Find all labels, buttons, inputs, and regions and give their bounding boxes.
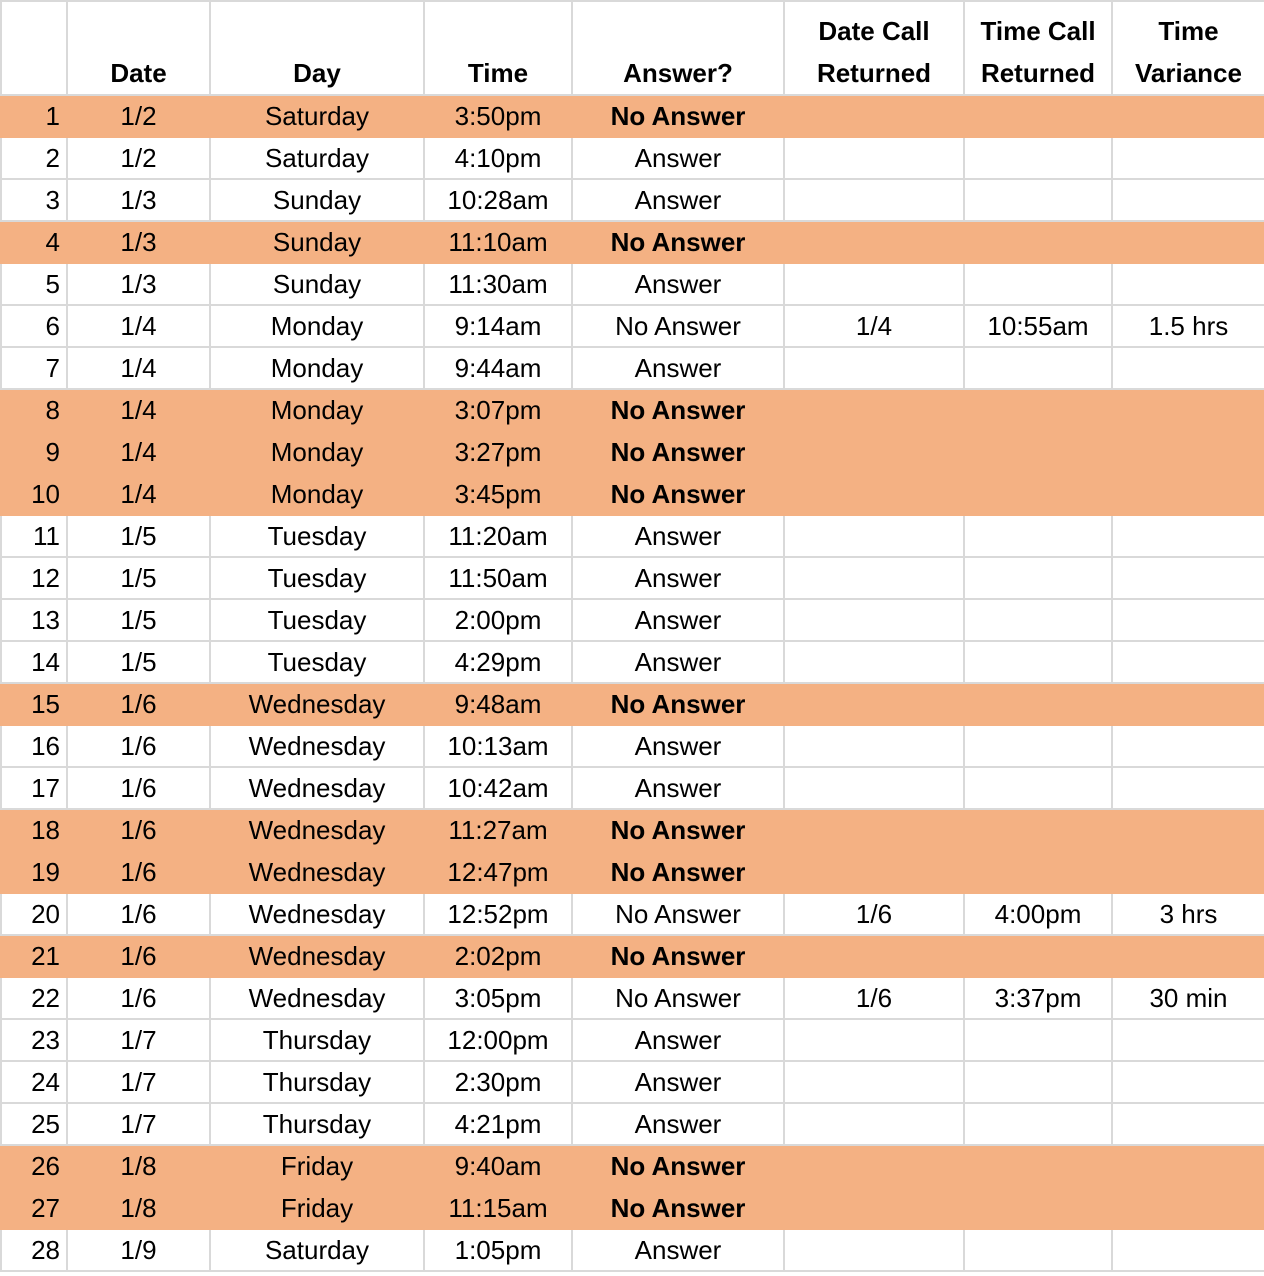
cell-time-call-returned[interactable] bbox=[964, 725, 1112, 767]
cell-day[interactable]: Thursday bbox=[210, 1019, 424, 1061]
cell-day[interactable]: Monday bbox=[210, 473, 424, 515]
cell-time-call-returned[interactable] bbox=[964, 935, 1112, 977]
cell-row-number[interactable]: 21 bbox=[1, 935, 67, 977]
cell-answer[interactable]: Answer bbox=[572, 179, 784, 221]
cell-time[interactable]: 1:05pm bbox=[424, 1229, 572, 1271]
cell-day[interactable]: Monday bbox=[210, 305, 424, 347]
cell-time-call-returned[interactable] bbox=[964, 137, 1112, 179]
cell-row-number[interactable]: 18 bbox=[1, 809, 67, 851]
cell-date-call-returned[interactable]: 1/6 bbox=[784, 977, 964, 1019]
cell-answer[interactable]: No Answer bbox=[572, 431, 784, 473]
cell-row-number[interactable]: 28 bbox=[1, 1229, 67, 1271]
cell-answer[interactable]: No Answer bbox=[572, 389, 784, 431]
cell-time[interactable]: 9:48am bbox=[424, 683, 572, 725]
cell-date-call-returned[interactable] bbox=[784, 473, 964, 515]
cell-date-call-returned[interactable] bbox=[784, 1061, 964, 1103]
cell-day[interactable]: Wednesday bbox=[210, 767, 424, 809]
cell-time[interactable]: 3:45pm bbox=[424, 473, 572, 515]
cell-time[interactable]: 11:30am bbox=[424, 263, 572, 305]
cell-date[interactable]: 1/4 bbox=[67, 389, 210, 431]
cell-answer[interactable]: No Answer bbox=[572, 1187, 784, 1229]
table-row bbox=[1, 221, 1264, 263]
cell-date-call-returned[interactable] bbox=[784, 263, 964, 305]
cell-time-variance[interactable] bbox=[1112, 1229, 1264, 1271]
cell-row-number[interactable]: 26 bbox=[1, 1145, 67, 1187]
cell-date[interactable]: 1/5 bbox=[67, 557, 210, 599]
cell-answer[interactable]: Answer bbox=[572, 557, 784, 599]
cell-answer[interactable]: Answer bbox=[572, 137, 784, 179]
cell-time-call-returned[interactable]: 10:55am bbox=[964, 305, 1112, 347]
cell-time-variance[interactable] bbox=[1112, 137, 1264, 179]
cell-answer[interactable]: No Answer bbox=[572, 473, 784, 515]
cell-row-number[interactable]: 25 bbox=[1, 1103, 67, 1145]
cell-time-variance[interactable] bbox=[1112, 515, 1264, 557]
cell-time[interactable]: 10:13am bbox=[424, 725, 572, 767]
cell-answer[interactable]: No Answer bbox=[572, 809, 784, 851]
cell-answer[interactable]: No Answer bbox=[572, 1145, 784, 1187]
cell-time-variance[interactable] bbox=[1112, 683, 1264, 725]
cell-time-call-returned[interactable]: 4:00pm bbox=[964, 893, 1112, 935]
cell-time-call-returned[interactable] bbox=[964, 179, 1112, 221]
cell-time-variance[interactable] bbox=[1112, 473, 1264, 515]
cell-time-variance[interactable] bbox=[1112, 1145, 1264, 1187]
cell-time[interactable]: 3:07pm bbox=[424, 389, 572, 431]
cell-date-call-returned[interactable]: 1/4 bbox=[784, 305, 964, 347]
cell-day[interactable]: Wednesday bbox=[210, 683, 424, 725]
table-row bbox=[1, 683, 1264, 725]
cell-time-call-returned[interactable] bbox=[964, 1103, 1112, 1145]
table-row bbox=[1, 431, 1264, 473]
table-row bbox=[1, 599, 1264, 641]
cell-date[interactable]: 1/8 bbox=[67, 1187, 210, 1229]
cell-day[interactable]: Tuesday bbox=[210, 641, 424, 683]
table-row bbox=[1, 1061, 1264, 1103]
cell-day[interactable]: Saturday bbox=[210, 137, 424, 179]
cell-row-number[interactable]: 6 bbox=[1, 305, 67, 347]
cell-time[interactable]: 9:14am bbox=[424, 305, 572, 347]
cell-time[interactable]: 9:40am bbox=[424, 1145, 572, 1187]
cell-time-variance[interactable] bbox=[1112, 1187, 1264, 1229]
cell-answer[interactable]: Answer bbox=[572, 1103, 784, 1145]
cell-time-variance[interactable] bbox=[1112, 557, 1264, 599]
cell-row-number[interactable]: 27 bbox=[1, 1187, 67, 1229]
cell-time[interactable]: 4:10pm bbox=[424, 137, 572, 179]
table-row bbox=[1, 95, 1264, 137]
cell-time-call-returned[interactable] bbox=[964, 95, 1112, 137]
cell-date-call-returned[interactable] bbox=[784, 137, 964, 179]
cell-time[interactable]: 11:20am bbox=[424, 515, 572, 557]
cell-day[interactable]: Monday bbox=[210, 431, 424, 473]
table-row bbox=[1, 641, 1264, 683]
cell-time[interactable]: 3:05pm bbox=[424, 977, 572, 1019]
cell-day[interactable]: Wednesday bbox=[210, 809, 424, 851]
cell-time-call-returned[interactable] bbox=[964, 1145, 1112, 1187]
cell-time-variance[interactable] bbox=[1112, 767, 1264, 809]
cell-date[interactable]: 1/6 bbox=[67, 767, 210, 809]
table-row bbox=[1, 347, 1264, 389]
cell-time-variance[interactable] bbox=[1112, 641, 1264, 683]
table-row bbox=[1, 137, 1264, 179]
cell-date-call-returned[interactable] bbox=[784, 1103, 964, 1145]
cell-time-call-returned[interactable] bbox=[964, 557, 1112, 599]
cell-row-number[interactable]: 20 bbox=[1, 893, 67, 935]
cell-answer[interactable]: No Answer bbox=[572, 305, 784, 347]
cell-answer[interactable]: No Answer bbox=[572, 683, 784, 725]
table-header bbox=[1, 1, 1264, 95]
cell-time-call-returned[interactable] bbox=[964, 1019, 1112, 1061]
cell-time-call-returned[interactable] bbox=[964, 221, 1112, 263]
cell-day[interactable]: Saturday bbox=[210, 95, 424, 137]
cell-row-number[interactable]: 1 bbox=[1, 95, 67, 137]
cell-row-number[interactable]: 4 bbox=[1, 221, 67, 263]
cell-row-number[interactable]: 7 bbox=[1, 347, 67, 389]
cell-answer[interactable]: No Answer bbox=[572, 221, 784, 263]
table-row bbox=[1, 935, 1264, 977]
cell-date[interactable]: 1/4 bbox=[67, 305, 210, 347]
cell-day[interactable]: Sunday bbox=[210, 263, 424, 305]
header-time-call-returned[interactable]: Time Call Returned bbox=[964, 1, 1112, 95]
cell-date-call-returned[interactable] bbox=[784, 347, 964, 389]
cell-time-variance[interactable]: 3 hrs bbox=[1112, 893, 1264, 935]
cell-answer[interactable]: Answer bbox=[572, 767, 784, 809]
cell-date[interactable]: 1/9 bbox=[67, 1229, 210, 1271]
cell-time[interactable]: 11:50am bbox=[424, 557, 572, 599]
header-row bbox=[1, 1, 1264, 95]
cell-row-number[interactable]: 2 bbox=[1, 137, 67, 179]
cell-date-call-returned[interactable] bbox=[784, 1145, 964, 1187]
cell-day[interactable]: Friday bbox=[210, 1187, 424, 1229]
header-time-variance[interactable]: Time Variance bbox=[1112, 1, 1264, 95]
cell-answer[interactable]: No Answer bbox=[572, 851, 784, 893]
cell-answer[interactable]: Answer bbox=[572, 1019, 784, 1061]
table-row bbox=[1, 473, 1264, 515]
cell-row-number[interactable]: 22 bbox=[1, 977, 67, 1019]
cell-day[interactable]: Wednesday bbox=[210, 725, 424, 767]
cell-answer[interactable]: Answer bbox=[572, 515, 784, 557]
cell-date-call-returned[interactable] bbox=[784, 221, 964, 263]
cell-answer[interactable]: Answer bbox=[572, 641, 784, 683]
cell-date[interactable]: 1/6 bbox=[67, 725, 210, 767]
cell-time-call-returned[interactable] bbox=[964, 641, 1112, 683]
cell-date-call-returned[interactable] bbox=[784, 179, 964, 221]
cell-row-number[interactable]: 5 bbox=[1, 263, 67, 305]
cell-day[interactable]: Monday bbox=[210, 389, 424, 431]
cell-day[interactable]: Monday bbox=[210, 347, 424, 389]
cell-time[interactable]: 12:52pm bbox=[424, 893, 572, 935]
table-row bbox=[1, 809, 1264, 851]
cell-time-variance[interactable] bbox=[1112, 809, 1264, 851]
cell-time[interactable]: 9:44am bbox=[424, 347, 572, 389]
cell-time[interactable]: 11:27am bbox=[424, 809, 572, 851]
cell-time[interactable]: 2:30pm bbox=[424, 1061, 572, 1103]
header-date[interactable]: Date bbox=[67, 1, 210, 95]
cell-day[interactable]: Sunday bbox=[210, 221, 424, 263]
cell-time-call-returned[interactable] bbox=[964, 431, 1112, 473]
cell-day[interactable]: Wednesday bbox=[210, 935, 424, 977]
table-row bbox=[1, 851, 1264, 893]
cell-date[interactable]: 1/3 bbox=[67, 179, 210, 221]
table-row bbox=[1, 893, 1264, 935]
cell-date[interactable]: 1/6 bbox=[67, 935, 210, 977]
cell-time[interactable]: 12:47pm bbox=[424, 851, 572, 893]
cell-time-variance[interactable] bbox=[1112, 263, 1264, 305]
cell-date-call-returned[interactable] bbox=[784, 389, 964, 431]
table-row bbox=[1, 557, 1264, 599]
header-answer[interactable]: Answer? bbox=[572, 1, 784, 95]
cell-day[interactable]: Thursday bbox=[210, 1103, 424, 1145]
cell-answer[interactable]: Answer bbox=[572, 347, 784, 389]
cell-date[interactable]: 1/7 bbox=[67, 1061, 210, 1103]
table-row bbox=[1, 179, 1264, 221]
cell-time-call-returned[interactable] bbox=[964, 1187, 1112, 1229]
cell-time-variance[interactable] bbox=[1112, 599, 1264, 641]
cell-date[interactable]: 1/7 bbox=[67, 1103, 210, 1145]
cell-time-variance[interactable] bbox=[1112, 179, 1264, 221]
table-row bbox=[1, 1187, 1264, 1229]
cell-day[interactable]: Thursday bbox=[210, 1061, 424, 1103]
cell-time-variance[interactable] bbox=[1112, 347, 1264, 389]
header-day[interactable]: Day bbox=[210, 1, 424, 95]
cell-date[interactable]: 1/3 bbox=[67, 263, 210, 305]
cell-date[interactable]: 1/2 bbox=[67, 137, 210, 179]
cell-time-call-returned[interactable] bbox=[964, 1061, 1112, 1103]
cell-time-call-returned[interactable] bbox=[964, 683, 1112, 725]
table-row bbox=[1, 1145, 1264, 1187]
cell-day[interactable]: Tuesday bbox=[210, 515, 424, 557]
header-date-call-returned[interactable]: Date Call Returned bbox=[784, 1, 964, 95]
cell-answer[interactable]: Answer bbox=[572, 263, 784, 305]
cell-date[interactable]: 1/2 bbox=[67, 95, 210, 137]
cell-date-call-returned[interactable] bbox=[784, 431, 964, 473]
cell-time-variance[interactable] bbox=[1112, 851, 1264, 893]
cell-date[interactable]: 1/8 bbox=[67, 1145, 210, 1187]
cell-date[interactable]: 1/6 bbox=[67, 809, 210, 851]
table-row bbox=[1, 515, 1264, 557]
cell-time-variance[interactable] bbox=[1112, 935, 1264, 977]
cell-day[interactable]: Wednesday bbox=[210, 977, 424, 1019]
cell-date-call-returned[interactable] bbox=[784, 515, 964, 557]
cell-row-number[interactable]: 8 bbox=[1, 389, 67, 431]
cell-answer[interactable]: Answer bbox=[572, 725, 784, 767]
cell-time[interactable]: 10:42am bbox=[424, 767, 572, 809]
cell-date-call-returned[interactable] bbox=[784, 599, 964, 641]
table-row bbox=[1, 725, 1264, 767]
cell-date[interactable]: 1/6 bbox=[67, 851, 210, 893]
cell-time[interactable]: 10:28am bbox=[424, 179, 572, 221]
cell-time-call-returned[interactable]: 3:37pm bbox=[964, 977, 1112, 1019]
cell-day[interactable]: Tuesday bbox=[210, 557, 424, 599]
cell-day[interactable]: Wednesday bbox=[210, 851, 424, 893]
table-row bbox=[1, 263, 1264, 305]
cell-date-call-returned[interactable] bbox=[784, 809, 964, 851]
cell-time-call-returned[interactable] bbox=[964, 473, 1112, 515]
cell-row-number[interactable]: 11 bbox=[1, 515, 67, 557]
cell-date[interactable]: 1/5 bbox=[67, 515, 210, 557]
cell-time-call-returned[interactable] bbox=[964, 851, 1112, 893]
cell-time-variance[interactable] bbox=[1112, 95, 1264, 137]
cell-day[interactable]: Wednesday bbox=[210, 893, 424, 935]
cell-time-call-returned[interactable] bbox=[964, 767, 1112, 809]
cell-answer[interactable]: No Answer bbox=[572, 935, 784, 977]
cell-row-number[interactable]: 9 bbox=[1, 431, 67, 473]
cell-date[interactable]: 1/4 bbox=[67, 347, 210, 389]
cell-time-variance[interactable] bbox=[1112, 1103, 1264, 1145]
cell-time-call-returned[interactable] bbox=[964, 389, 1112, 431]
cell-time-variance[interactable] bbox=[1112, 221, 1264, 263]
cell-time-call-returned[interactable] bbox=[964, 347, 1112, 389]
cell-date[interactable]: 1/5 bbox=[67, 599, 210, 641]
cell-time[interactable]: 11:15am bbox=[424, 1187, 572, 1229]
table-row bbox=[1, 1019, 1264, 1061]
cell-date-call-returned[interactable]: 1/6 bbox=[784, 893, 964, 935]
cell-day[interactable]: Friday bbox=[210, 1145, 424, 1187]
cell-date-call-returned[interactable] bbox=[784, 851, 964, 893]
cell-answer[interactable]: No Answer bbox=[572, 95, 784, 137]
cell-time[interactable]: 3:50pm bbox=[424, 95, 572, 137]
cell-time-variance[interactable] bbox=[1112, 1061, 1264, 1103]
cell-date[interactable]: 1/7 bbox=[67, 1019, 210, 1061]
cell-time-variance[interactable] bbox=[1112, 431, 1264, 473]
cell-date[interactable]: 1/6 bbox=[67, 683, 210, 725]
header-time[interactable]: Time bbox=[424, 1, 572, 95]
cell-date[interactable]: 1/6 bbox=[67, 893, 210, 935]
cell-date[interactable]: 1/3 bbox=[67, 221, 210, 263]
cell-date-call-returned[interactable] bbox=[784, 1229, 964, 1271]
cell-date[interactable]: 1/4 bbox=[67, 473, 210, 515]
table-row bbox=[1, 977, 1264, 1019]
cell-date-call-returned[interactable] bbox=[784, 725, 964, 767]
cell-time[interactable]: 2:00pm bbox=[424, 599, 572, 641]
cell-day[interactable]: Sunday bbox=[210, 179, 424, 221]
table-body bbox=[1, 95, 1264, 1271]
table-row bbox=[1, 1229, 1264, 1271]
cell-row-number[interactable]: 14 bbox=[1, 641, 67, 683]
cell-time[interactable]: 4:21pm bbox=[424, 1103, 572, 1145]
cell-date-call-returned[interactable] bbox=[784, 683, 964, 725]
table-row bbox=[1, 767, 1264, 809]
cell-date-call-returned[interactable] bbox=[784, 557, 964, 599]
cell-row-number[interactable]: 24 bbox=[1, 1061, 67, 1103]
cell-answer[interactable]: No Answer bbox=[572, 893, 784, 935]
table-row bbox=[1, 389, 1264, 431]
cell-row-number[interactable]: 19 bbox=[1, 851, 67, 893]
cell-time[interactable]: 2:02pm bbox=[424, 935, 572, 977]
cell-row-number[interactable]: 16 bbox=[1, 725, 67, 767]
cell-time[interactable]: 4:29pm bbox=[424, 641, 572, 683]
cell-answer[interactable]: Answer bbox=[572, 599, 784, 641]
cell-date[interactable]: 1/4 bbox=[67, 431, 210, 473]
cell-time-variance[interactable] bbox=[1112, 389, 1264, 431]
cell-day[interactable]: Saturday bbox=[210, 1229, 424, 1271]
cell-time-variance[interactable] bbox=[1112, 725, 1264, 767]
cell-answer[interactable]: No Answer bbox=[572, 977, 784, 1019]
cell-date-call-returned[interactable] bbox=[784, 1019, 964, 1061]
header-row-number[interactable] bbox=[1, 1, 67, 95]
cell-date[interactable]: 1/6 bbox=[67, 977, 210, 1019]
cell-row-number[interactable]: 12 bbox=[1, 557, 67, 599]
table-row bbox=[1, 305, 1264, 347]
cell-row-number[interactable]: 3 bbox=[1, 179, 67, 221]
cell-time[interactable]: 3:27pm bbox=[424, 431, 572, 473]
cell-row-number[interactable]: 23 bbox=[1, 1019, 67, 1061]
cell-time-variance[interactable] bbox=[1112, 1019, 1264, 1061]
cell-answer[interactable]: Answer bbox=[572, 1229, 784, 1271]
cell-time[interactable]: 12:00pm bbox=[424, 1019, 572, 1061]
cell-date-call-returned[interactable] bbox=[784, 767, 964, 809]
cell-day[interactable]: Tuesday bbox=[210, 599, 424, 641]
cell-time-call-returned[interactable] bbox=[964, 263, 1112, 305]
cell-time-variance[interactable]: 1.5 hrs bbox=[1112, 305, 1264, 347]
cell-date-call-returned[interactable] bbox=[784, 641, 964, 683]
cell-date[interactable]: 1/5 bbox=[67, 641, 210, 683]
cell-date-call-returned[interactable] bbox=[784, 1187, 964, 1229]
cell-answer[interactable]: Answer bbox=[572, 1061, 784, 1103]
cell-date-call-returned[interactable] bbox=[784, 95, 964, 137]
cell-row-number[interactable]: 10 bbox=[1, 473, 67, 515]
cell-row-number[interactable]: 13 bbox=[1, 599, 67, 641]
table-row bbox=[1, 1103, 1264, 1145]
cell-date-call-returned[interactable] bbox=[784, 935, 964, 977]
cell-time-call-returned[interactable] bbox=[964, 1229, 1112, 1271]
cell-row-number[interactable]: 15 bbox=[1, 683, 67, 725]
cell-time[interactable]: 11:10am bbox=[424, 221, 572, 263]
cell-time-call-returned[interactable] bbox=[964, 515, 1112, 557]
cell-row-number[interactable]: 17 bbox=[1, 767, 67, 809]
cell-time-call-returned[interactable] bbox=[964, 809, 1112, 851]
cell-time-call-returned[interactable] bbox=[964, 599, 1112, 641]
cell-time-variance[interactable]: 30 min bbox=[1112, 977, 1264, 1019]
